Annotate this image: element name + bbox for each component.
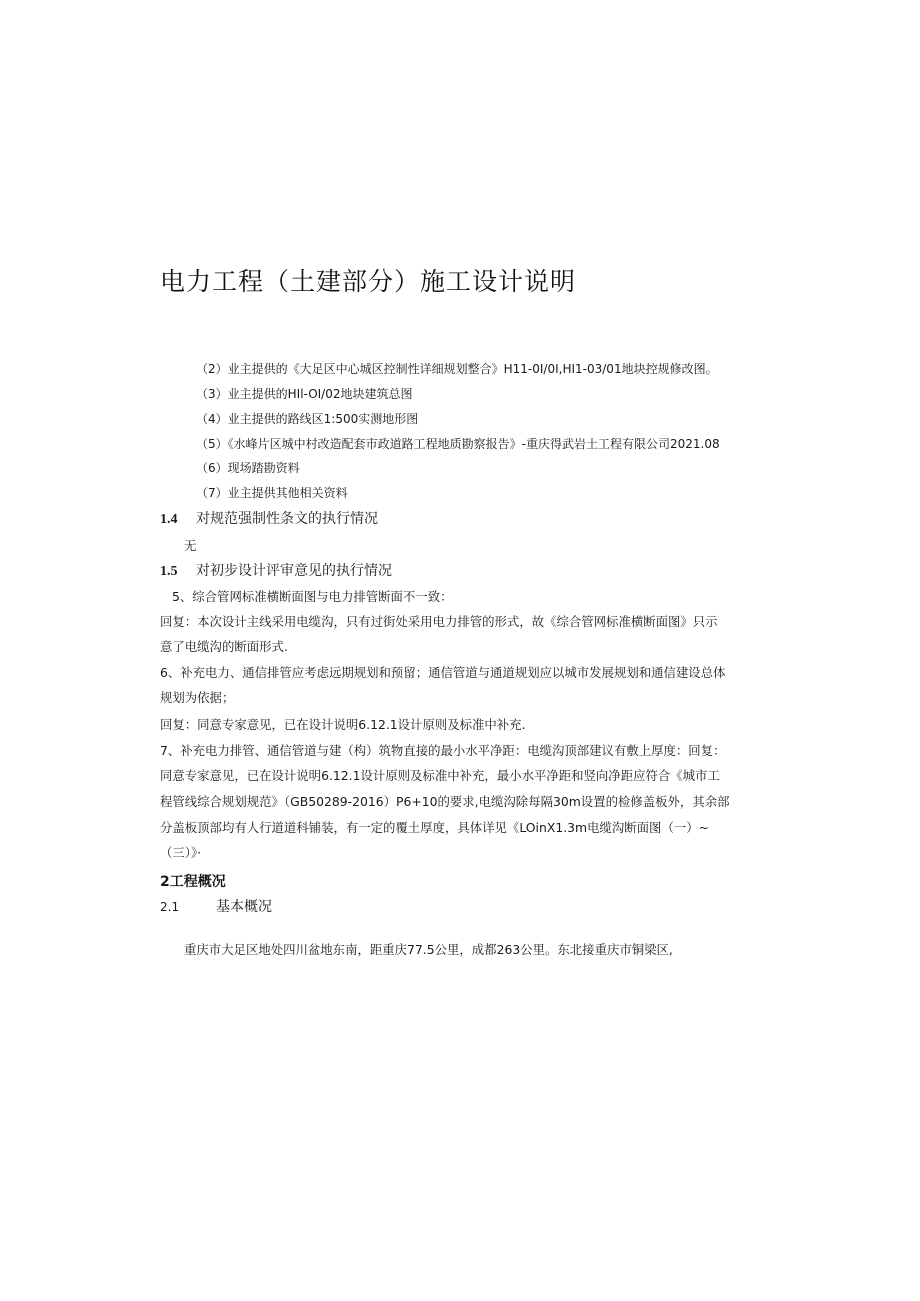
section-heading-text: 对初步设计评审意见的执行情况 bbox=[196, 563, 392, 579]
section-2-heading: 2工程概况 bbox=[160, 874, 226, 890]
review-reply: 程管线综合规划规范》（GB50289-2016）P6+10的要求,电缆沟除每隔30m设置的检修盖板外，其余部 bbox=[160, 794, 730, 809]
review-item: 规划为依据； bbox=[160, 690, 235, 705]
section-1-4-heading bbox=[160, 508, 378, 528]
review-item: 5、综合管网标准横断面图与电力排管断面不一致： bbox=[172, 589, 453, 604]
reference-item: （7）业主提供其他相关资料 bbox=[196, 486, 348, 500]
section-1-4-body: 无 bbox=[184, 538, 197, 553]
section-number: 2.1 bbox=[160, 900, 180, 914]
review-reply: 回复：本次设计主线采用电缆沟，只有过街处采用电力排管的形式，故《综合管网标准横断面图》只示 bbox=[160, 614, 718, 629]
reference-item: （4）业主提供的路线区1:500实测地形图 bbox=[196, 412, 419, 426]
reference-item: （3）业主提供的HIl-OI/02地块建筑总图 bbox=[196, 387, 413, 401]
section-1-5-heading bbox=[160, 560, 392, 580]
reference-item: （2）业主提供的《大足区中心城区控制性详细规划整合》H11-0I/0I,HI1-03/01地块控规修改图。 bbox=[196, 362, 718, 376]
section-heading-text: 对规范强制性条文的执行情况 bbox=[196, 511, 378, 527]
section-number: 1.4 bbox=[160, 512, 178, 527]
overview-paragraph: 重庆市大足区地处四川盆地东南，距重庆77.5公里，成都263公里。东北接重庆市铜梁区, bbox=[184, 942, 673, 957]
section-heading-text: 基本概况 bbox=[216, 899, 272, 915]
section-2-1-heading bbox=[160, 896, 272, 916]
review-item: 7、补充电力排管、通信管道与建（构）筑物直接的最小水平净距：电缆沟顶部建议有敷上厚度：回复： bbox=[160, 743, 726, 758]
reference-item: （5）《水峰片区城中村改造配套市政道路工程地质勘察报告》-重庆得武岩土工程有限公司2021.08 bbox=[196, 437, 720, 451]
review-item: 6、补充电力、通信排管应考虑远期规划和预留；通信管道与通道规划应以城市发展规划和通信建设总体 bbox=[160, 665, 726, 680]
section-number: 1.5 bbox=[160, 564, 178, 579]
review-reply: 同意专家意见，已在设计说明6.12.1设计原则及标准中补充，最小水平净距和竖向净距应符合《城市工 bbox=[160, 768, 720, 783]
review-reply: 意了电缆沟的断面形式. bbox=[160, 639, 288, 654]
document-title: 电力工程（土建部分）施工设计说明 bbox=[160, 267, 577, 296]
reference-item: （6）现场踏勘资料 bbox=[196, 461, 300, 475]
review-reply: （三）》· bbox=[160, 845, 202, 860]
review-reply: 回复：同意专家意见，已在设计说明6.12.1设计原则及标准中补充. bbox=[160, 717, 526, 732]
review-reply: 分盖板顶部均有人行道道科铺装，有一定的覆土厚度，具体详见《LOinX1.3m电缆沟断面图（一）~ bbox=[160, 820, 709, 835]
